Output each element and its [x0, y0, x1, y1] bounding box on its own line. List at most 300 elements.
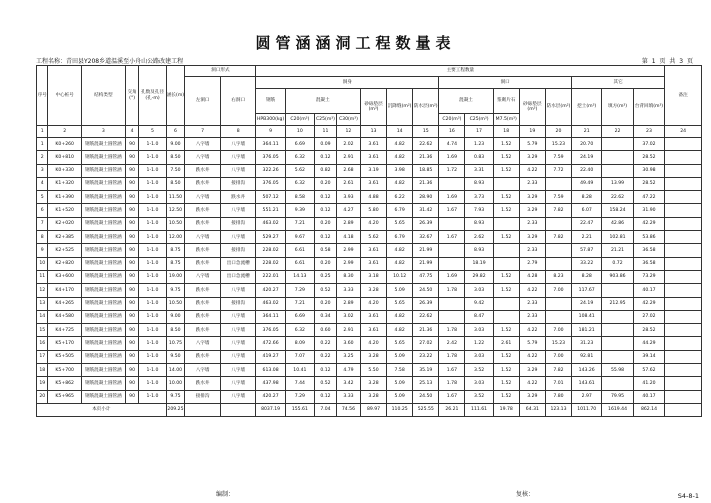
table-cell: 2.33	[519, 217, 545, 230]
table-cell: 钢筋混凝土圆管涵	[81, 297, 125, 310]
table-cell	[602, 377, 633, 390]
table-cell: 117.67	[572, 284, 602, 297]
table-cell: 3.33	[336, 390, 360, 403]
table-cell: 6.79	[387, 204, 413, 217]
table-cell: 3.29	[519, 390, 545, 403]
header-span-count: 孔数及孔径(孔-m)	[139, 66, 166, 126]
table-cell: 0.12	[314, 151, 336, 164]
table-cell: 钢筋混凝土圆管涵	[81, 350, 125, 363]
totals-value: 1619.44	[602, 403, 633, 416]
table-cell: 八字墙	[185, 231, 221, 244]
table-cell: 42.29	[633, 217, 665, 230]
table-cell: 22.62	[413, 138, 439, 151]
table-cell: 21.99	[413, 244, 439, 257]
totals-row	[37, 403, 702, 416]
header-gravel-fill: 台背回填(m³)	[633, 89, 665, 126]
header-fill: 填方(m³)	[602, 89, 633, 126]
table-cell: 5.65	[387, 297, 413, 310]
table-cell: 19	[37, 377, 48, 390]
table-cell: 1.78	[439, 377, 465, 390]
table-cell: 4.88	[360, 191, 386, 204]
table-cell: 1-1.0	[139, 284, 166, 297]
table-cell: 12	[37, 284, 48, 297]
table-cell: K4+265	[48, 297, 81, 310]
table-cell: 4.82	[387, 310, 413, 323]
table-cell	[439, 310, 465, 323]
table-cell: 21.36	[413, 151, 439, 164]
table-cell: 90	[125, 364, 139, 377]
table-cell	[545, 297, 571, 310]
table-cell: 3.73	[465, 191, 493, 204]
column-index-cell: 7	[185, 126, 221, 138]
table-cell: 3.02	[336, 310, 360, 323]
table-cell: 420.27	[256, 284, 285, 297]
remark-cell	[665, 138, 702, 151]
table-cell: 90	[125, 244, 139, 257]
table-cell: 0.83	[465, 151, 493, 164]
header-waterproof: 防水层(m²)	[413, 89, 439, 126]
table-cell: 1-1.0	[139, 191, 166, 204]
table-cell: 90	[125, 310, 139, 323]
table-cell: 3.03	[465, 284, 493, 297]
table-cell: 0.22	[314, 350, 336, 363]
table-cell: 463.02	[256, 217, 285, 230]
table-cell: 4.20	[360, 297, 386, 310]
totals-value: 111.61	[465, 403, 493, 416]
table-row	[37, 177, 702, 190]
table-cell: 2.91	[336, 324, 360, 337]
table-cell: 376.05	[256, 324, 285, 337]
table-cell: 1.52	[493, 231, 519, 244]
table-cell: 0.20	[314, 177, 336, 190]
table-cell: 9.67	[285, 231, 314, 244]
table-cell: 5.09	[387, 350, 413, 363]
table-cell: 接排沟	[220, 217, 256, 230]
table-cell: 3.60	[336, 337, 360, 350]
table-cell: 1.52	[493, 364, 519, 377]
header-concrete: 混凝土	[285, 89, 360, 114]
table-cell: 0.52	[314, 284, 336, 297]
table-row	[37, 138, 702, 151]
table-cell: 22.62	[413, 310, 439, 323]
header-c25: C25(m³)	[314, 114, 336, 126]
table-cell: 90	[125, 204, 139, 217]
table-cell: 跌水井	[185, 244, 221, 257]
table-cell	[439, 257, 465, 270]
table-cell: 7.00	[545, 324, 571, 337]
table-cell: 1.67	[439, 390, 465, 403]
column-index-cell: 17	[465, 126, 493, 138]
table-cell: 4.18	[336, 231, 360, 244]
totals-value: 8037.19	[256, 403, 285, 416]
table-cell: 31.23	[572, 337, 602, 350]
table-cell	[602, 138, 633, 151]
table-cell: 30.98	[633, 164, 665, 177]
table-cell: 3.29	[519, 364, 545, 377]
table-cell	[439, 217, 465, 230]
table-row	[37, 191, 702, 204]
column-index-cell: 13	[360, 126, 386, 138]
table-cell: 钢筋混凝土圆管涵	[81, 364, 125, 377]
totals-value: 110.25	[387, 403, 413, 416]
table-cell: 13.99	[602, 177, 633, 190]
table-cell: 钢筋混凝土圆管涵	[81, 217, 125, 230]
table-cell: 529.27	[256, 231, 285, 244]
table-cell: 9.75	[166, 284, 185, 297]
header-seq: 序号	[37, 66, 48, 126]
table-cell: 10.12	[387, 270, 413, 283]
table-cell: 7.21	[285, 217, 314, 230]
table-cell: 53.86	[633, 231, 665, 244]
table-cell: 364.11	[256, 310, 285, 323]
table-cell: 8.28	[572, 270, 602, 283]
remark-cell	[665, 191, 702, 204]
table-cell: 57.62	[633, 364, 665, 377]
table-cell: 3.61	[360, 151, 386, 164]
table-cell: K3+600	[48, 270, 81, 283]
table-cell: 7.80	[545, 390, 571, 403]
remark-cell	[665, 297, 702, 310]
column-index-cell: 14	[387, 126, 413, 138]
table-cell: 8.50	[166, 151, 185, 164]
table-cell: 4.82	[387, 177, 413, 190]
table-cell: 1-1.0	[139, 350, 166, 363]
table-cell: 6.61	[285, 244, 314, 257]
table-cell: K0+330	[48, 164, 81, 177]
table-cell: 2.97	[572, 390, 602, 403]
table-cell	[602, 310, 633, 323]
table-row	[37, 204, 702, 217]
column-index-cell: 21	[572, 126, 602, 138]
table-cell: 3.28	[360, 377, 386, 390]
table-cell: K2+525	[48, 244, 81, 257]
table-body	[37, 138, 702, 404]
table-cell: 0.20	[314, 297, 336, 310]
table-cell: 28.52	[633, 324, 665, 337]
table-cell: 3.61	[360, 310, 386, 323]
table-cell: K2+020	[48, 217, 81, 230]
table-cell: 90	[125, 377, 139, 390]
table-cell: 47.22	[633, 191, 665, 204]
table-cell: 0.25	[314, 270, 336, 283]
remark-cell	[665, 270, 702, 283]
table-cell: 7.21	[285, 297, 314, 310]
table-cell: 10.00	[166, 377, 185, 390]
table-cell: 4.22	[519, 324, 545, 337]
table-cell: 364.11	[256, 138, 285, 151]
table-cell: 5.80	[360, 204, 386, 217]
table-cell: 0.09	[314, 138, 336, 151]
table-cell: 2.99	[336, 257, 360, 270]
table-cell: 跌水井	[185, 310, 221, 323]
table-cell: 8.50	[166, 324, 185, 337]
table-cell: 23.22	[413, 350, 439, 363]
table-cell: 1.72	[439, 164, 465, 177]
header-portal-c25: C25(m³)	[465, 114, 493, 126]
header-culvert-length: 涵长(m)	[166, 66, 185, 126]
table-cell: 8.93	[465, 244, 493, 257]
column-index-cell: 8	[220, 126, 256, 138]
table-cell: 551.21	[256, 204, 285, 217]
table-cell: 18	[37, 364, 48, 377]
table-cell: 5.09	[387, 390, 413, 403]
table-row	[37, 310, 702, 323]
table-cell	[545, 217, 571, 230]
table-cell: 5.79	[519, 337, 545, 350]
table-cell: 跌水井	[185, 350, 221, 363]
table-cell: 3.61	[360, 177, 386, 190]
table-cell: 90	[125, 257, 139, 270]
remark-cell	[665, 164, 702, 177]
table-cell: 2.61	[493, 337, 519, 350]
table-row	[37, 364, 702, 377]
table-cell: 1-1.0	[139, 151, 166, 164]
table-cell: 1.67	[439, 231, 465, 244]
table-cell: 9.50	[166, 350, 185, 363]
table-cell: 18.85	[413, 164, 439, 177]
header-structure-type: 结构类型	[81, 66, 125, 126]
quantity-table	[36, 65, 702, 417]
table-cell: 90	[125, 390, 139, 403]
column-index-cell: 3	[81, 126, 125, 138]
table-cell: 0.82	[314, 164, 336, 177]
table-cell: 2.33	[519, 244, 545, 257]
header-rebar: 钢筋	[256, 89, 285, 114]
totals-value: 155.61	[285, 403, 314, 416]
table-row	[37, 231, 702, 244]
header-portal-c20: C20(m³)	[439, 114, 465, 126]
column-index-cell: 16	[439, 126, 465, 138]
table-cell: 1.52	[493, 191, 519, 204]
table-cell: 跌水井	[185, 284, 221, 297]
table-cell: 3.61	[360, 244, 386, 257]
table-cell: 八字墙	[220, 364, 256, 377]
table-cell: 3.52	[465, 390, 493, 403]
table-cell: 1.78	[439, 324, 465, 337]
table-cell: 90	[125, 324, 139, 337]
table-cell: 1.69	[439, 151, 465, 164]
table-cell: 181.21	[572, 324, 602, 337]
table-cell: 7.29	[285, 284, 314, 297]
table-cell: 八字墙	[185, 191, 221, 204]
table-cell	[545, 177, 571, 190]
header-skew-angle: 交角(°)	[125, 66, 139, 126]
header-remark: 备注	[665, 66, 702, 126]
table-cell: 10.75	[166, 337, 185, 350]
totals-value: 7.04	[314, 403, 336, 416]
table-cell: 7.44	[285, 377, 314, 390]
table-cell: 3.03	[465, 324, 493, 337]
header-settlement-joint: 沉降缝(m²)	[387, 89, 413, 126]
table-cell: 28.52	[633, 177, 665, 190]
table-cell: 4.22	[519, 377, 545, 390]
table-cell: 15.23	[545, 138, 571, 151]
table-cell: 4.82	[387, 151, 413, 164]
table-cell: 4.28	[519, 270, 545, 283]
table-cell: K4+580	[48, 310, 81, 323]
table-cell: 八字墙	[185, 151, 221, 164]
table-cell: 9.00	[166, 310, 185, 323]
table-cell	[493, 297, 519, 310]
table-cell	[493, 217, 519, 230]
table-cell: 463.02	[256, 297, 285, 310]
table-cell: 跌水井	[185, 204, 221, 217]
table-cell: 21.99	[413, 257, 439, 270]
table-cell: 1.52	[493, 284, 519, 297]
table-cell: 42.86	[602, 217, 633, 230]
table-cell: 2.33	[519, 310, 545, 323]
table-cell: 1-1.0	[139, 231, 166, 244]
table-cell: 钢筋混凝土圆管涵	[81, 244, 125, 257]
table-cell: 420.27	[256, 390, 285, 403]
table-cell: 8.30	[336, 270, 360, 283]
table-cell: 90	[125, 151, 139, 164]
table-cell: 钢筋混凝土圆管涵	[81, 164, 125, 177]
table-cell: 0.20	[314, 257, 336, 270]
column-index-cell: 1	[37, 126, 48, 138]
table-cell: 5.65	[387, 337, 413, 350]
table-cell: 5.09	[387, 377, 413, 390]
table-cell: 2	[37, 151, 48, 164]
table-cell: 0.72	[602, 257, 633, 270]
table-cell: 八字墙	[220, 377, 256, 390]
table-cell: K1+390	[48, 191, 81, 204]
table-cell: 4.22	[519, 350, 545, 363]
table-cell: 212.95	[602, 297, 633, 310]
table-cell: 八字墙	[185, 364, 221, 377]
table-cell: 6.69	[285, 310, 314, 323]
table-cell: 1-1.0	[139, 324, 166, 337]
table-cell: K4+170	[48, 284, 81, 297]
table-cell: 3.42	[336, 377, 360, 390]
table-cell: 0.60	[314, 324, 336, 337]
table-cell: 10.41	[285, 364, 314, 377]
table-cell: 16	[37, 337, 48, 350]
table-cell: 90	[125, 350, 139, 363]
table-cell: 八字墙	[220, 337, 256, 350]
table-cell: 3.61	[360, 138, 386, 151]
table-cell: 73.29	[633, 270, 665, 283]
table-cell: 钢筋混凝土圆管涵	[81, 231, 125, 244]
remark-cell	[665, 364, 702, 377]
table-cell: 32.67	[413, 231, 439, 244]
table-cell: 1.52	[493, 151, 519, 164]
table-cell: 2.33	[519, 177, 545, 190]
table-cell: 1-1.0	[139, 270, 166, 283]
table-cell: 八字墙	[220, 151, 256, 164]
table-cell: 35.19	[413, 364, 439, 377]
table-cell: 8.23	[545, 270, 571, 283]
remark-cell	[665, 231, 702, 244]
table-cell: 13	[37, 297, 48, 310]
table-cell: 钢筋混凝土圆管涵	[81, 310, 125, 323]
table-cell: 钢筋混凝土圆管涵	[81, 257, 125, 270]
table-cell: 36.58	[633, 257, 665, 270]
table-cell: 3.31	[465, 164, 493, 177]
table-cell: 1.67	[439, 364, 465, 377]
table-cell: 1.52	[493, 377, 519, 390]
table-cell: 4.82	[387, 244, 413, 257]
table-cell: 钢筋混凝土圆管涵	[81, 177, 125, 190]
table-cell: 6.07	[572, 204, 602, 217]
table-cell	[602, 337, 633, 350]
table-cell: 0.52	[314, 377, 336, 390]
table-cell: 5.65	[387, 217, 413, 230]
table-cell: 7.82	[545, 364, 571, 377]
table-cell: 8.75	[166, 257, 185, 270]
totals-remark	[665, 403, 702, 416]
table-cell: 376.05	[256, 177, 285, 190]
table-cell: 3.03	[465, 377, 493, 390]
table-row	[37, 377, 702, 390]
table-cell: 跌水井	[185, 297, 221, 310]
table-cell: 92.81	[572, 350, 602, 363]
table-cell: K1+520	[48, 204, 81, 217]
table-cell: 12.50	[166, 204, 185, 217]
table-cell: 八字墙	[220, 231, 256, 244]
table-cell: 1.67	[439, 204, 465, 217]
table-cell	[439, 297, 465, 310]
table-cell: 5.79	[519, 138, 545, 151]
table-cell: 2.68	[336, 164, 360, 177]
totals-length: 209.25	[166, 403, 185, 416]
table-cell: 出口急流槽	[220, 257, 256, 270]
table-cell: 10	[37, 257, 48, 270]
table-cell: 接排沟	[220, 177, 256, 190]
column-index-cell: 19	[519, 126, 545, 138]
table-cell: 8.50	[166, 177, 185, 190]
table-cell: 90	[125, 191, 139, 204]
table-row	[37, 297, 702, 310]
header-right-portal: 右洞口	[220, 77, 256, 126]
table-cell: 钢筋混凝土圆管涵	[81, 390, 125, 403]
table-cell: 9.75	[166, 390, 185, 403]
remark-cell	[665, 257, 702, 270]
remark-cell	[665, 310, 702, 323]
table-cell: 钢筋混凝土圆管涵	[81, 270, 125, 283]
totals-value: 64.31	[519, 403, 545, 416]
header-excavation: 挖土(m³)	[572, 89, 602, 126]
header-mortar-stone: 浆砌片石	[493, 89, 519, 114]
table-cell: 3.29	[519, 231, 545, 244]
table-cell	[545, 244, 571, 257]
table-cell: 0.34	[314, 310, 336, 323]
table-row	[37, 390, 702, 403]
table-cell: 3.03	[465, 350, 493, 363]
prepared-by-label: 编制：	[216, 491, 235, 498]
table-cell: 4	[37, 177, 48, 190]
table-row	[37, 270, 702, 283]
table-row	[37, 324, 702, 337]
column-index-cell: 24	[665, 126, 702, 138]
header-portal: 洞口	[439, 77, 572, 89]
table-cell: 1.23	[465, 138, 493, 151]
table-cell: 3.29	[519, 151, 545, 164]
table-cell: 1.52	[493, 270, 519, 283]
table-cell: 39.14	[633, 350, 665, 363]
table-cell: 0.58	[314, 244, 336, 257]
table-cell: 47.75	[413, 270, 439, 283]
table-cell: 八字墙	[220, 284, 256, 297]
project-name: 工程名称：青田县Y208乡道温溪至小舟山公路改建工程	[36, 58, 184, 65]
table-cell: 3.25	[336, 350, 360, 363]
table-cell: 八字墙	[220, 324, 256, 337]
sheet-code: S4-8-1	[677, 492, 699, 500]
table-cell: 376.05	[256, 151, 285, 164]
reviewed-by-label: 复核：	[516, 491, 535, 498]
table-cell	[602, 284, 633, 297]
table-cell: 接排沟	[220, 244, 256, 257]
